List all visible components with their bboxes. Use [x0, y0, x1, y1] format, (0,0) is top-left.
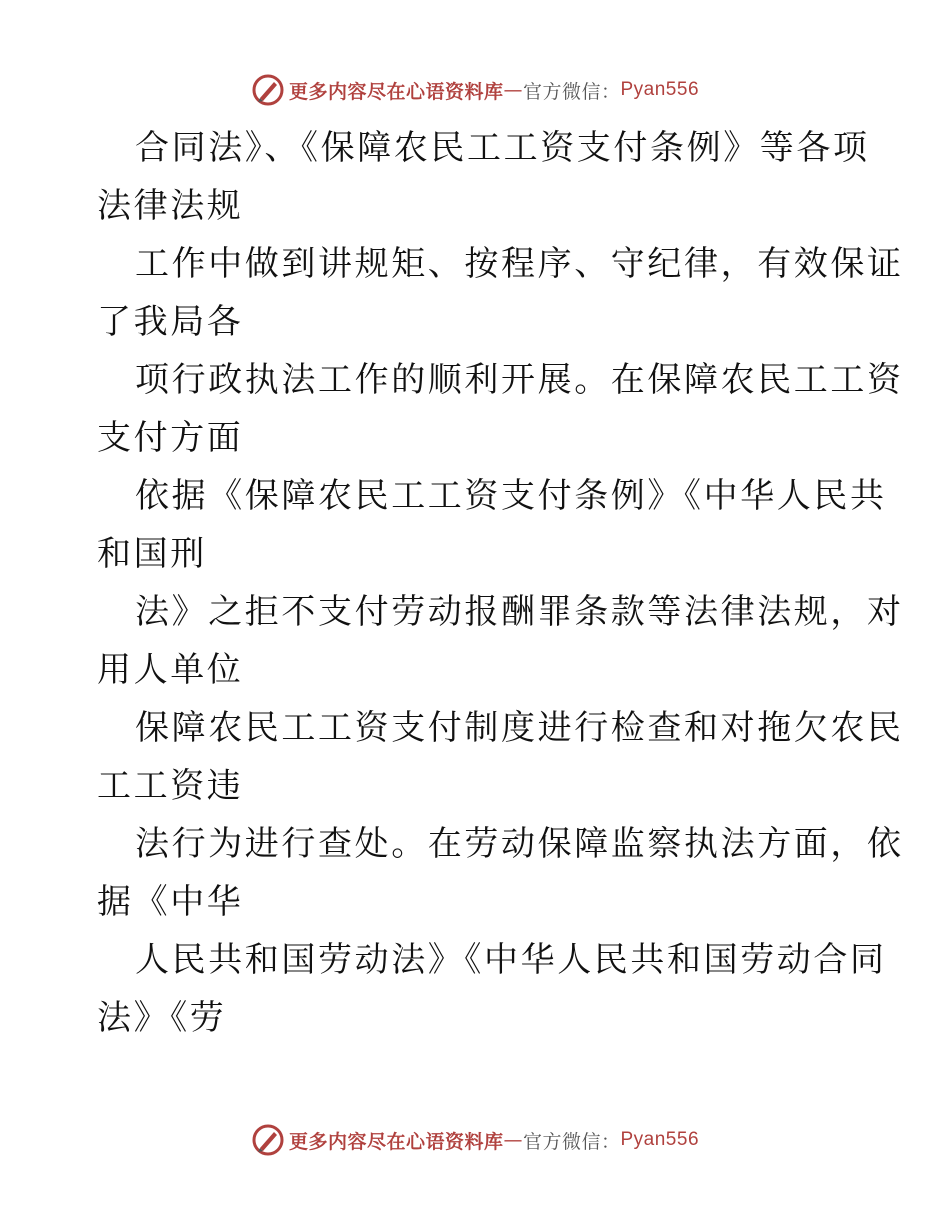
footer-banner: [0, 1120, 950, 1160]
text-line: 法律法规: [97, 186, 244, 226]
banner-wechat-label: 官方微信：: [522, 80, 621, 103]
banner-wechat-label: 官方微信：: [522, 1130, 621, 1153]
text-line: 和国刑: [97, 534, 207, 574]
text-line: 项行政执法工作的顺利开展。在保障农民工工资: [135, 360, 904, 400]
text-line: 支付方面: [97, 418, 244, 458]
text-line: 法行为进行查处。在劳动保障监察执法方面，依: [135, 824, 904, 864]
banner-dash: —: [503, 1129, 523, 1151]
header-banner: [0, 70, 950, 110]
banner-wechat-id: Pyan556: [620, 79, 700, 100]
pen-logo-icon: [251, 73, 285, 107]
text-line: 了我局各: [97, 302, 244, 342]
text-line: 用人单位: [97, 650, 244, 690]
text-line: 据《中华: [97, 882, 244, 922]
text-line: 依据《保障农民工工资支付条例》《中华人民共: [135, 476, 887, 516]
text-line: 工工资违: [97, 766, 244, 806]
banner-wechat-id: Pyan556: [620, 1129, 700, 1150]
text-line: 法》之拒不支付劳动报酬罪条款等法律法规，对: [135, 592, 904, 632]
banner-title: 更多内容尽在心语资料库: [288, 80, 504, 103]
text-line: 合同法》、《保障农民工工资支付条例》等各项: [135, 128, 870, 168]
text-line: 保障农民工工资支付制度进行检查和对拖欠农民: [135, 708, 904, 748]
text-line: 工作中做到讲规矩、按程序、守纪律，有效保证: [135, 244, 904, 284]
text-line: 人民共和国劳动法》《中华人民共和国劳动合同: [135, 940, 887, 980]
text-line: 法》《劳: [97, 998, 227, 1038]
banner-title: 更多内容尽在心语资料库: [288, 1130, 504, 1153]
banner-dash: —: [503, 79, 523, 101]
pen-logo-icon: [251, 1123, 285, 1157]
body-text: [97, 119, 904, 1047]
